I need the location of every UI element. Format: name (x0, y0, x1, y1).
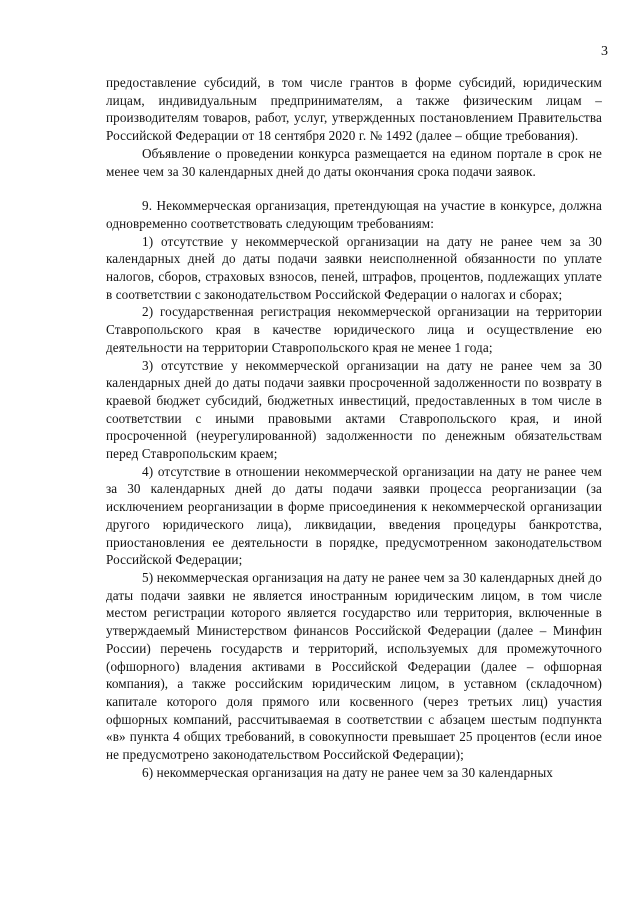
requirement-1: 1) отсутствие у некоммерческой организации на дату не ранее чем за 30 календарных дней до даты подачи заявки неисполненной обязанности по уплате налогов, сборов, страховых взносов, пеней, штрафов, процентов, подлежащих уплате в соответствии с законодательством Российской Федерации о налогах и сборах; (106, 233, 602, 302)
page-number: 3 (601, 44, 608, 59)
paragraph-item-9: 9. Некоммерческая организация, претендующая на участие в конкурсе, должна одновременно соответствовать следующим требованиям: (106, 198, 602, 231)
requirement-2: 2) государственная регистрация некоммерческой организации на территории Ставропольского края в качестве юридического лица и осуществление ею деятельности на территории Ставропольского края не менее 1 года; (106, 304, 602, 355)
requirement-5: 5) некоммерческая организация на дату не ранее чем за 30 календарных дней до даты подачи заявки не является иностранным юридическим лицом, в том числе местом регистрации которого является государство или территория, включенные в утверждаемый Министерством финансов Российской Федерации (далее – Минфин России) перечень государств и территорий, используемых для промежуточного (офшорного) владения активами в Российской Федерации (далее – офшорная компания), а также российским юридическим лицом, в уставном (складочном) капитале которого доля прямого или косвенного (через третьих лиц) участия офшорных компаний, рассчитываемая в соответствии с абзацем шестым подпункта «в» пункта 4 общих требований, в совокупности превышает 25 процентов (если иное не предусмотрено законодательством Российской Федерации); (106, 569, 602, 763)
paragraph-general-requirements: предоставление субсидий, в том числе грантов в форме субсидий, юридическим лицам, индивидуальным предпринимателям, а также физическим лицам – производителям товаров, работ, услуг, утвержденных постановлением Правительства Российской Федерации от 18 сентября 2020 г. № 1492 (далее – общие требования). (106, 75, 602, 144)
requirement-4: 4) отсутствие в отношении некоммерческой организации на дату не ранее чем за 30 календарных дней до даты подачи заявки процесса реорганизации (за исключением реорганизации в форме присоединения к некоммерческой организации другого юридического лица), ликвидации, введения процедуры банкротства, приостановления ее деятельности в порядке, предусмотренном законодательством Российской Федерации; (106, 463, 602, 568)
paragraph-announcement: Объявление о проведении конкурса размещается на едином портале в срок не менее чем за 30 календарных дней до даты окончания срока подачи заявок. (106, 145, 602, 179)
requirement-6: 6) некоммерческая организация на дату не ранее чем за 30 календарных (142, 764, 554, 780)
requirement-3: 3) отсутствие у некоммерческой организации на дату не ранее чем за 30 календарных дней до даты подачи заявки просроченной задолженности по возврату в краевой бюджет субсидий, бюджетных инвестиций, предоставленных в том числе в соответствии с иными правовыми актами Ставропольского края, и иной просроченной (неурегулированной) задолженности по денежным обязательствам перед Ставропольским краем; (106, 357, 602, 462)
document-body (106, 74, 602, 781)
